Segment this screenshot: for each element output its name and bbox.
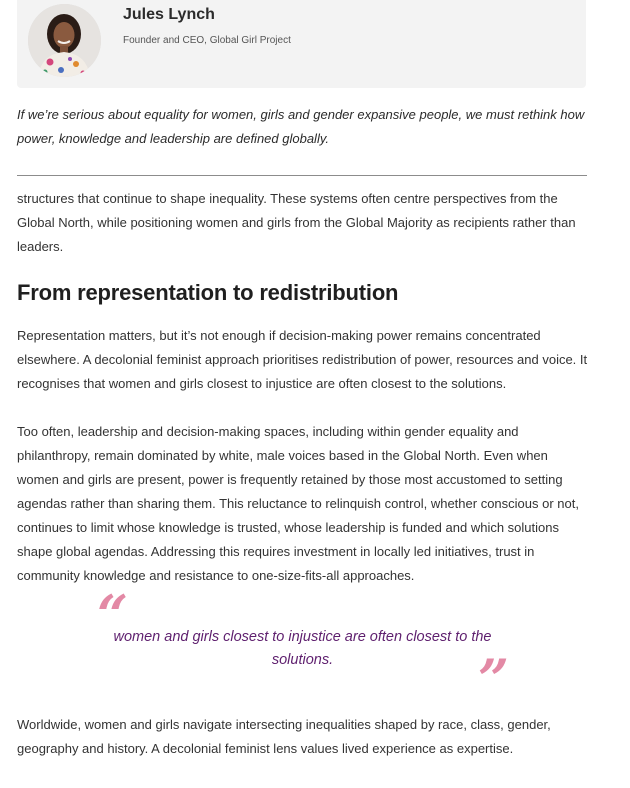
close-quote-icon: ”: [478, 647, 510, 711]
lead-quote: If we’re serious about equality for women, girls and gender expansive people, we must rethink how power, knowledge and leadership are defined globally.: [17, 107, 585, 146]
author-card: [17, 0, 586, 88]
paragraph: Representation matters, but it’s not enough if decision-making power remains concentrated elsewhere. A decolonial feminist approach prioritises redistribution of power, resources and voice. It recognises that women and girls closest to injustice are often closest to the solutions.: [17, 328, 588, 391]
open-quote-icon: “: [97, 583, 129, 647]
paragraph: structures that continue to shape inequality. These systems often centre perspectives from the Global North, while positioning women and girls from the Global Majority as recipients rather than leaders.: [17, 191, 576, 254]
paragraph: Worldwide, women and girls navigate intersecting inequalities shaped by race, class, gender, geography and history. A decolonial feminist lens values lived experience as expertise.: [17, 717, 551, 756]
author-name: Jules Lynch: [123, 6, 215, 23]
paragraph: Too often, leadership and decision-making spaces, including within gender equality and philanthropy, remain dominated by white, male voices based in the Global North. Even when women and girls are present, power is frequently retained by those most accustomed to setting agendas rather than sharing them. This reluctance to relinquish control, whether conscious or not, continues to limit whose knowledge is trusted, whose leadership is funded and which solutions shape global agendas. Addressing this requires investment in locally led initiatives, trust in community knowledge and resistance to one-size-fits-all approaches.: [17, 424, 579, 583]
author-role: Founder and CEO, Global Girl Project: [123, 35, 291, 46]
section-heading: From representation to redistribution: [17, 280, 399, 305]
author-portrait-icon: [28, 4, 101, 77]
divider: [17, 175, 587, 176]
author-avatar: [28, 4, 101, 77]
pull-quote: women and girls closest to injustice are often closest to the solutions.: [113, 629, 492, 668]
